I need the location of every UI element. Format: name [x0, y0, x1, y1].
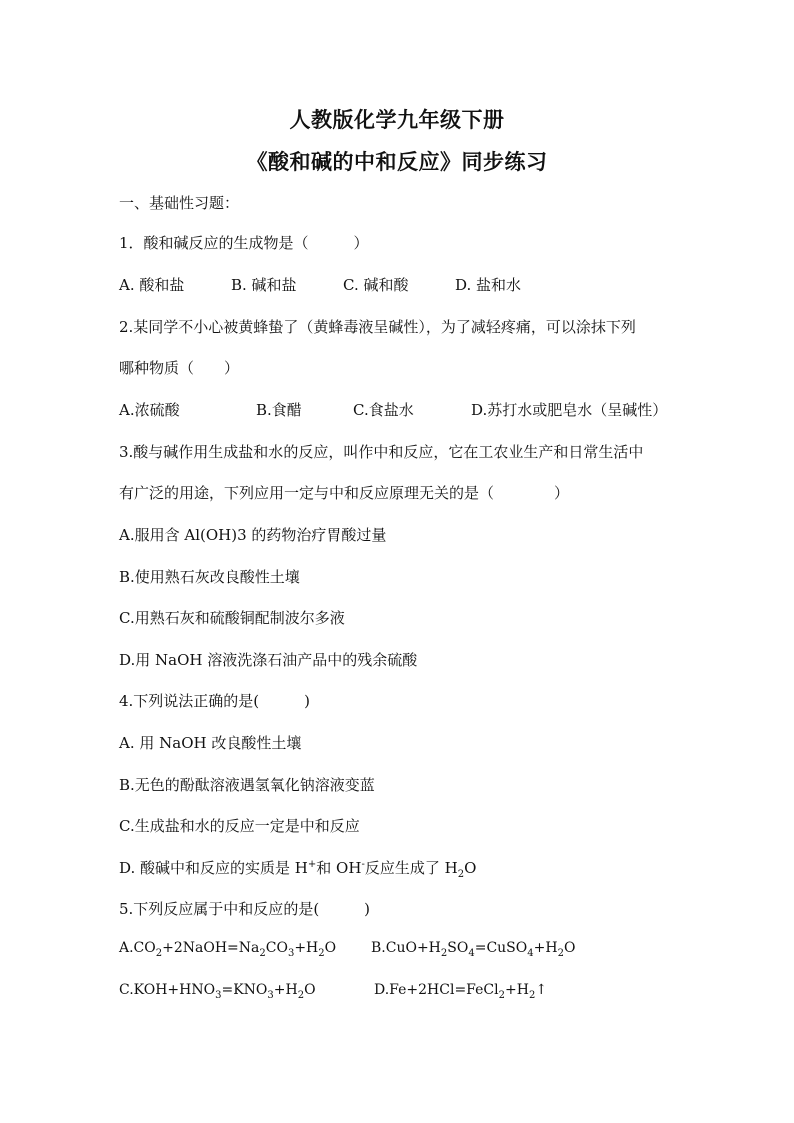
question-2-option-c: C.食盐水 — [353, 401, 414, 419]
question-1-option-a: A. 酸和盐 — [119, 276, 185, 294]
question-1-option-b: B. 碱和盐 — [231, 276, 297, 294]
question-2-option-d: D.苏打水或肥皂水（呈碱性） — [471, 401, 668, 419]
question-3-stem-line2: 有广泛的用途，下列应用一定与中和反应原理无关的是（ ） — [119, 484, 570, 502]
question-2-stem-line1: 2.某同学不小心被黄蜂蛰了（黄蜂毒液呈碱性），为了减轻疼痛，可以涂抹下列 — [119, 318, 636, 336]
question-3-option-d: D.用 NaOH 溶液洗涤石油产品中的残余硫酸 — [119, 651, 418, 669]
question-5-stem: 5.下列反应属于中和反应的是( ) — [119, 900, 371, 918]
question-5-option-c: $C.KOH+HNO_3=KNO_3+H_2O$ — [119, 982, 316, 1001]
question-1-option-d: D. 盐和水 — [455, 276, 522, 294]
document-subtitle: 《酸和碱的中和反应》同步练习 — [246, 149, 548, 174]
question-2-option-a: A.浓硫酸 — [119, 401, 180, 419]
question-3-option-c: C.用熟石灰和硫酸铜配制波尔多液 — [119, 609, 345, 627]
question-4-option-b: B.无色的酚酞溶液遇氢氧化钠溶液变蓝 — [119, 776, 375, 794]
section-heading: 一、基础性习题： — [119, 194, 240, 212]
question-4-option-a: A. 用 NaOH 改良酸性土壤 — [119, 734, 302, 752]
question-4-option-d: D. 酸碱中和反应的实质是 H+和 OH-反应生成了 $H_2O$ — [119, 859, 477, 880]
question-5-option-a: $A.CO_2+2NaOH=Na_2CO_3+H_2O$ — [119, 940, 337, 959]
question-2-option-b: B.食醋 — [256, 401, 302, 419]
question-3-option-a: A.服用含 Al(OH)3 的药物治疗胃酸过量 — [119, 526, 387, 544]
question-3-option-b: B.使用熟石灰改良酸性土壤 — [119, 568, 300, 586]
question-3-stem-line1: 3.酸与碱作用生成盐和水的反应，叫作中和反应，它在工农业生产和日常生活中 — [119, 443, 644, 461]
question-4-stem: 4.下列说法正确的是( ) — [119, 692, 311, 710]
question-4-option-c: C.生成盐和水的反应一定是中和反应 — [119, 817, 360, 835]
question-1-stem: 1．酸和碱反应的生成物是（ ） — [119, 234, 369, 252]
question-1-option-c: C. 碱和酸 — [343, 276, 409, 294]
question-5-option-d: $D.Fe+2HCl=FeCl_2+H_2↑$ — [374, 982, 548, 1001]
question-2-stem-line2: 哪种物质（ ） — [119, 359, 240, 377]
document-title: 人教版化学九年级下册 — [289, 107, 505, 132]
question-5-option-b: $B.CuO+H_2SO_4=CuSO_4+H_2O$ — [371, 940, 576, 959]
